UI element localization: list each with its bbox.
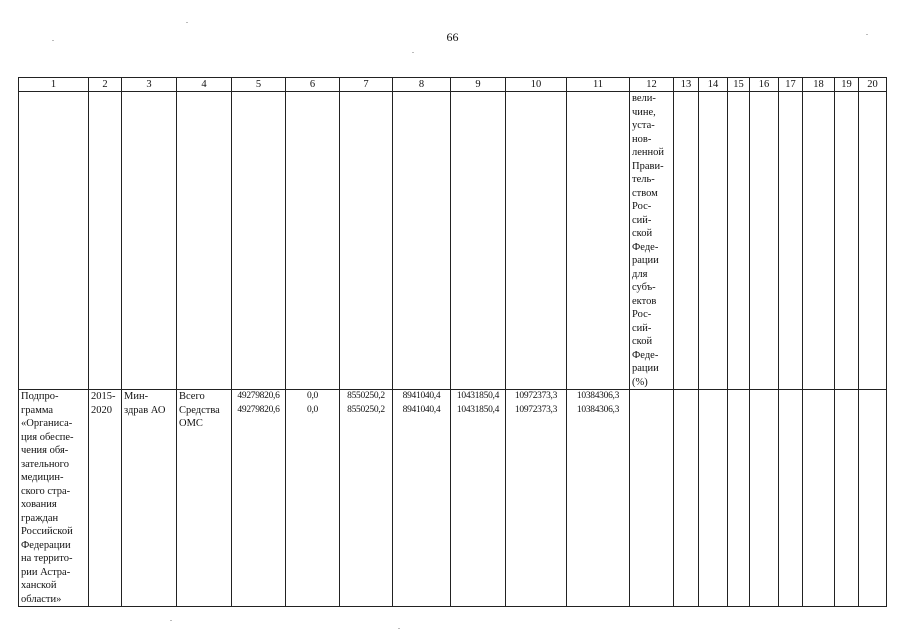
value-total: 10431850,4 [456,391,500,401]
table-cell [89,92,122,390]
scan-speck [412,52,414,53]
value-oms: 10384306,3 [576,404,620,415]
column-header: 20 [859,78,887,92]
table-cell [728,390,750,607]
value-oms: 8941040,4 [402,404,441,415]
table-cell [779,390,803,607]
column-header: 17 [779,78,803,92]
value-cell-11 [567,390,630,607]
column-header: 16 [750,78,779,92]
table-cell [750,390,779,607]
source-oms-label: Средства ОМС [179,404,220,429]
table-cell [779,92,803,390]
subprogram-name-cell: Подпро- грамма «Органиса- ция обеспе- чения обя- зательного медицин- ского стра- хования граждан Российской Федерации на террито- рии Астра- ханской области» [19,390,89,607]
table-cell [728,92,750,390]
value-total: 8550250,2 [347,391,385,401]
table-cell [699,390,728,607]
table-row [19,390,887,607]
table-cell [451,92,506,390]
period-cell: 2015- 2020 [89,390,122,607]
scan-speck [186,22,188,23]
column-header: 7 [340,78,393,92]
value-cell-9 [451,390,506,607]
column-header: 8 [393,78,451,92]
table-cell [750,92,779,390]
table-cell [122,92,177,390]
source-total-label: Всего [179,391,205,402]
column-header: 13 [674,78,699,92]
table-cell [19,92,89,390]
value-oms: 49279820,6 [237,404,280,415]
table-cell [859,92,887,390]
column-header: 4 [177,78,232,92]
source-cell [177,390,232,607]
value-total: 49279820,6 [237,391,280,401]
table-cell [567,92,630,390]
column-header: 11 [567,78,630,92]
value-cell-7 [340,390,393,607]
table-cell [340,92,393,390]
column-header: 19 [835,78,859,92]
budget-table [18,77,887,607]
table-cell [286,92,340,390]
table-cell [177,92,232,390]
table-cell [232,92,286,390]
table-cell [803,92,835,390]
executor-cell: Мин- здрав АО [122,390,177,607]
column-header: 9 [451,78,506,92]
table-cell [674,390,699,607]
column-header: 12 [630,78,674,92]
value-cell-6 [286,390,340,607]
column-header: 14 [699,78,728,92]
value-total: 8941040,4 [402,391,441,401]
table-cell [859,390,887,607]
value-cell-5 [232,390,286,607]
scan-speck [866,34,868,35]
table-cell [674,92,699,390]
value-total: 10384306,3 [576,391,620,401]
scan-speck [52,40,54,41]
value-oms: 10972373,3 [514,404,558,415]
value-cell-10 [506,390,567,607]
value-total: 0,0 [307,391,318,401]
table-cell [393,92,451,390]
column-header: 3 [122,78,177,92]
table-cell [630,390,674,607]
value-oms: 10431850,4 [456,404,500,415]
column-header: 5 [232,78,286,92]
value-cell-8 [393,390,451,607]
value-total: 10972373,3 [514,391,558,401]
table-cell [803,390,835,607]
column-header: 18 [803,78,835,92]
table-row [19,92,887,390]
indicator-text-cell: вели- чине, уста- нов- ленной Прави- тель- ством Рос- сий- ской Феде- рации для субъ- ектов Рос- сий- ской Феде- рации (%) [630,92,674,390]
table-cell [835,390,859,607]
page-number: 66 [446,30,459,44]
column-header: 15 [728,78,750,92]
column-header: 1 [19,78,89,92]
scan-speck [170,620,172,621]
value-oms: 8550250,2 [347,404,385,415]
scan-speck [398,628,400,629]
value-oms: 0,0 [307,404,318,415]
table-cell [699,92,728,390]
table-cell [835,92,859,390]
column-header: 6 [286,78,340,92]
column-header: 10 [506,78,567,92]
column-number-row [19,78,887,92]
table-cell [506,92,567,390]
column-header: 2 [89,78,122,92]
